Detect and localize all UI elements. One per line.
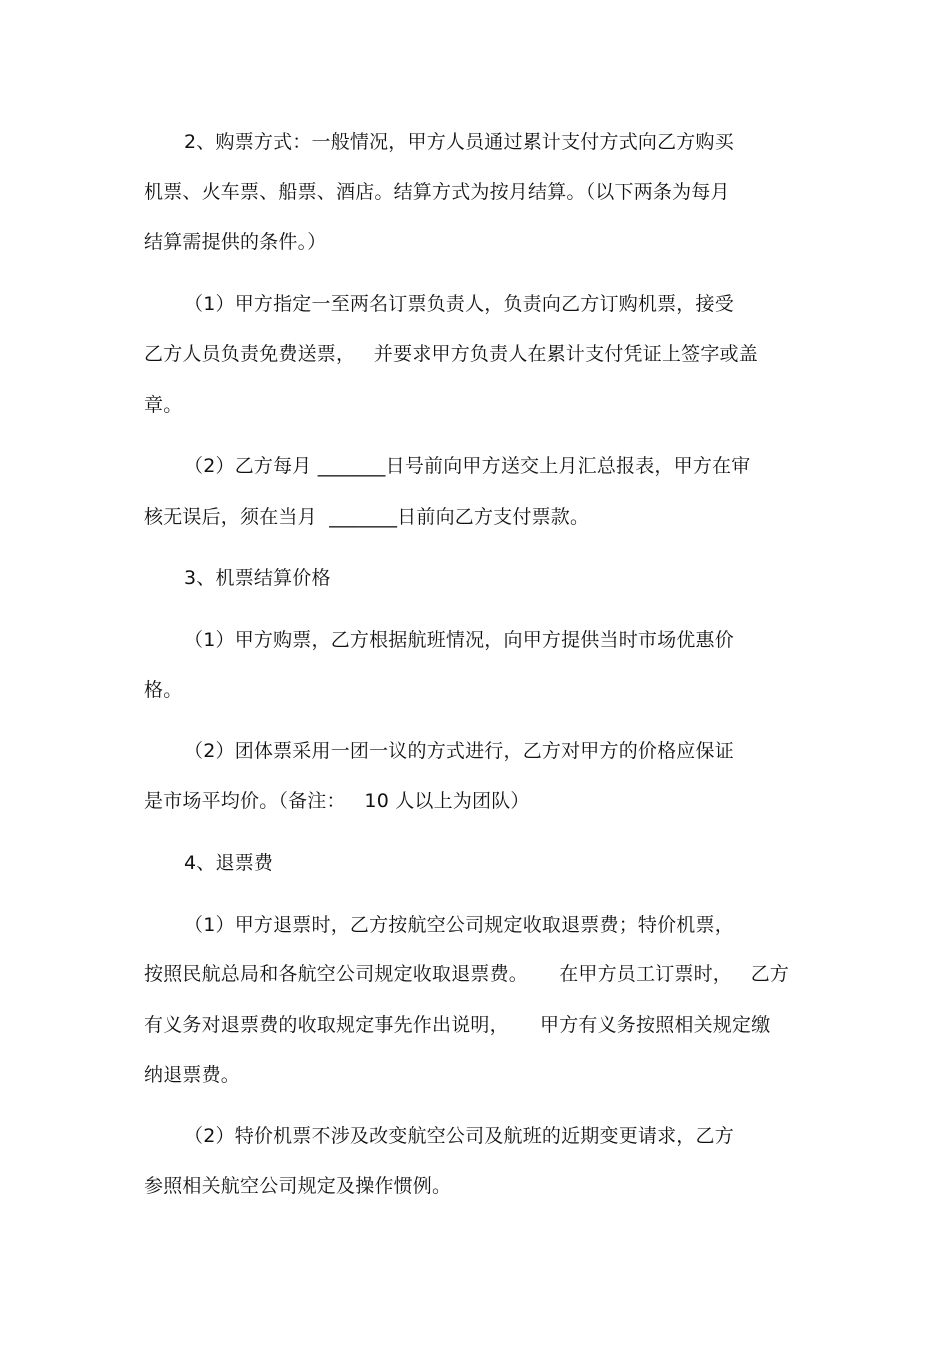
paragraph-line: （1）甲方购票，乙方根据航班情况，向甲方提供当时市场优惠价 [184, 629, 734, 651]
paragraph-line: （2）团体票采用一团一议的方式进行，乙方对甲方的价格应保证 [184, 740, 734, 762]
paragraph-line: 结算需提供的条件。） [144, 231, 327, 253]
paragraph-line: （1）甲方退票时，乙方按航空公司规定收取退票费；特价机票， [184, 914, 734, 936]
paragraph-line: 参照相关航空公司规定及操作惯例。 [144, 1175, 452, 1197]
paragraph-line: （1）甲方指定一至两名订票负责人，负责向乙方订购机票，接受 [184, 293, 734, 315]
paragraph-line: 乙方人员负责免费送票， 并要求甲方负责人在累计支付凭证上签字或盖 [144, 343, 758, 365]
paragraph-line: 章。 [144, 394, 183, 416]
paragraph-line: （2）乙方每月 _______日号前向甲方送交上月汇总报表，甲方在审 [184, 455, 751, 477]
paragraph-line: 按照民航总局和各航空公司规定收取退票费。 在甲方员工订票时， 乙方 [144, 963, 790, 985]
section-heading: 4、退票费 [184, 852, 274, 874]
section-heading: 3、机票结算价格 [184, 567, 331, 589]
paragraph-line: 是市场平均价。（备注： 10 人以上为团队） [144, 790, 530, 812]
paragraph-line: 纳退票费。 [144, 1064, 241, 1086]
paragraph-line: 核无误后，须在当月 _______日前向乙方支付票款。 [144, 506, 590, 528]
paragraph-line: 2、购票方式：一般情况，甲方人员通过累计支付方式向乙方购买 [184, 131, 734, 153]
paragraph-line: 有义务对退票费的收取规定事先作出说明， 甲方有义务按照相关规定缴 [144, 1014, 771, 1036]
paragraph-line: 格。 [144, 679, 183, 701]
paragraph-line: （2）特价机票不涉及改变航空公司及航班的近期变更请求，乙方 [184, 1125, 734, 1147]
paragraph-line: 机票、火车票、船票、酒店。结算方式为按月结算。（以下两条为每月 [144, 181, 730, 203]
